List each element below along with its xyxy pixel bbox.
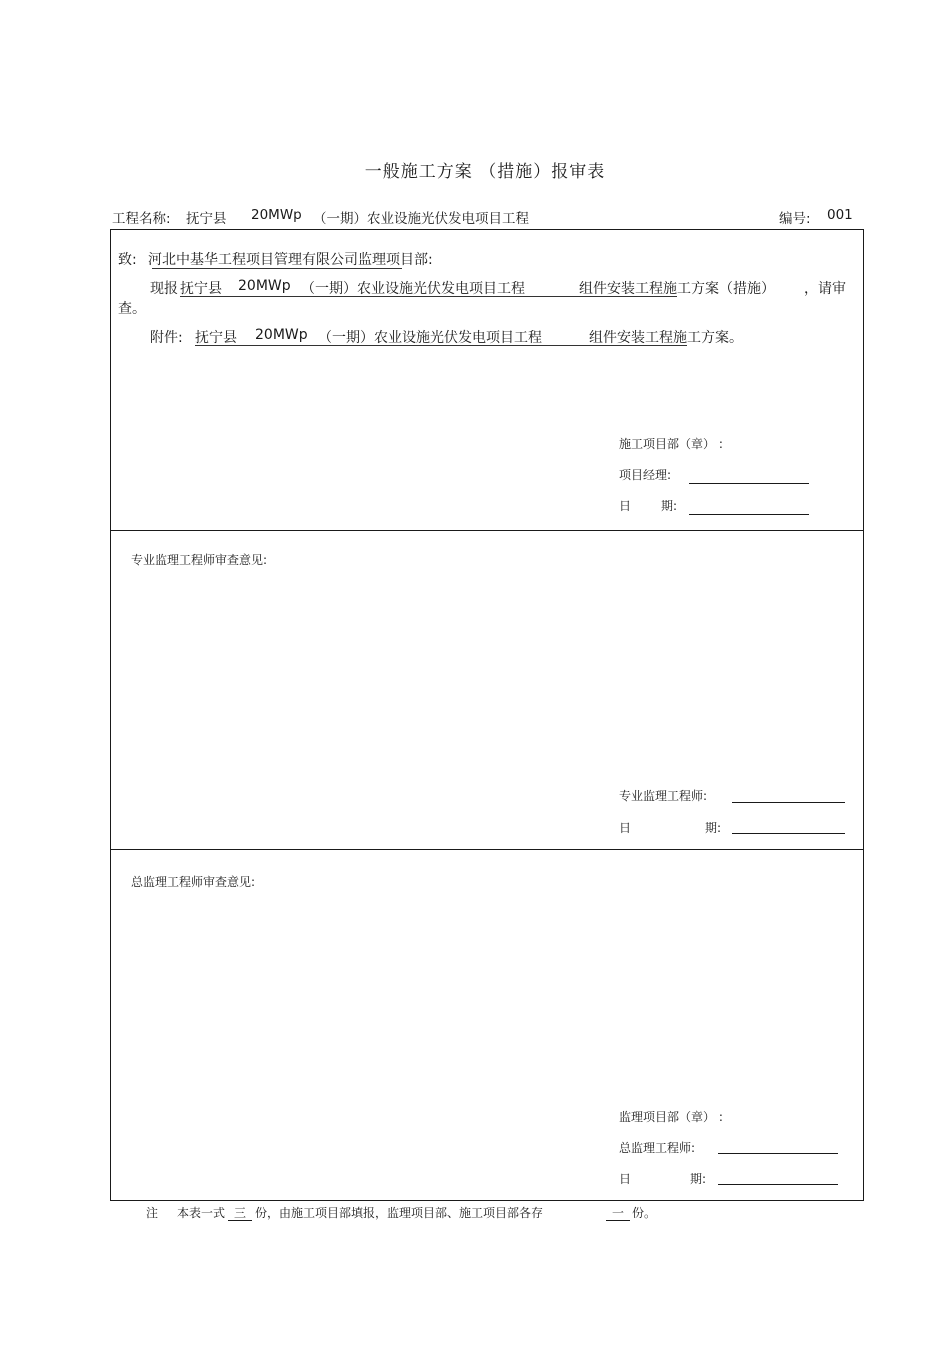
specialist-date-line[interactable] bbox=[732, 833, 845, 834]
form-number-value: 001 bbox=[827, 207, 853, 223]
supervision-seal-label: 监理项目部（章） : bbox=[619, 1110, 723, 1124]
contractor-seal-label: 施工项目部（章） : bbox=[619, 437, 723, 451]
to-label: 致: bbox=[118, 252, 137, 268]
attachment-county: 抚宁县 bbox=[195, 330, 237, 346]
attachment-capacity: 20MWp bbox=[255, 327, 308, 343]
specialist-engineer-label: 专业监理工程师: bbox=[619, 789, 708, 803]
project-name-capacity: 20MWp bbox=[251, 207, 302, 223]
note-text-end: 一 份。 bbox=[606, 1204, 656, 1221]
chief-date-line[interactable] bbox=[718, 1184, 838, 1185]
each-count: 一 bbox=[606, 1206, 630, 1221]
section-divider-2 bbox=[111, 849, 863, 850]
form-frame bbox=[110, 229, 864, 1201]
report-suffix: ，请审 bbox=[804, 281, 846, 297]
report-continuation: 查。 bbox=[118, 301, 146, 317]
project-name-county: 抚宁县 bbox=[186, 211, 227, 227]
note-text: 本表一式 三 份，由施工项目部填报，监理项目部、施工项目部各存 bbox=[177, 1206, 544, 1220]
chief-review-heading: 总监理工程师审查意见: bbox=[131, 875, 256, 889]
project-name-label: 工程名称: bbox=[112, 211, 171, 227]
date-label-char2: 期: bbox=[661, 499, 678, 513]
chief-engineer-label: 总监理工程师: bbox=[619, 1141, 696, 1155]
project-manager-signature-line[interactable] bbox=[689, 483, 809, 484]
chief-engineer-signature-line[interactable] bbox=[718, 1153, 838, 1154]
attachment-underline bbox=[195, 345, 687, 346]
report-project: （一期）农业设施光伏发电项目工程 bbox=[301, 281, 525, 297]
attachment-item: 组件安装工程施工方案。 bbox=[589, 330, 743, 346]
report-underline bbox=[180, 296, 677, 297]
specialist-engineer-signature-line[interactable] bbox=[732, 802, 845, 803]
report-item: 组件安装工程施工方案（措施） bbox=[579, 281, 775, 297]
specialist-date-char2: 期: bbox=[705, 821, 722, 835]
project-manager-label: 项目经理: bbox=[619, 468, 672, 482]
attachment-label: 附件: bbox=[150, 330, 183, 346]
report-capacity: 20MWp bbox=[238, 278, 291, 294]
chief-date-char1: 日 bbox=[619, 1172, 632, 1186]
copies-count: 三 bbox=[228, 1206, 252, 1221]
report-prefix: 现报 bbox=[150, 281, 178, 297]
date-signature-line[interactable] bbox=[689, 514, 809, 515]
project-name-rest: （一期）农业设施光伏发电项目工程 bbox=[313, 211, 529, 227]
form-title: 一般施工方案 （措施）报审表 bbox=[364, 162, 606, 182]
section-divider-1 bbox=[111, 530, 863, 531]
date-label-char1: 日 bbox=[619, 499, 632, 513]
recipient-underline bbox=[152, 268, 402, 269]
specialist-date-char1: 日 bbox=[619, 821, 632, 835]
to-recipient: 河北中基华工程项目管理有限公司监理项目部: bbox=[148, 252, 433, 268]
attachment-project: （一期）农业设施光伏发电项目工程 bbox=[318, 330, 542, 346]
report-county: 抚宁县 bbox=[180, 281, 222, 297]
chief-date-char2: 期: bbox=[690, 1172, 707, 1186]
form-number-label: 编号: bbox=[779, 211, 811, 227]
note-label: 注 bbox=[146, 1206, 159, 1220]
specialist-review-heading: 专业监理工程师审查意见: bbox=[131, 553, 268, 567]
